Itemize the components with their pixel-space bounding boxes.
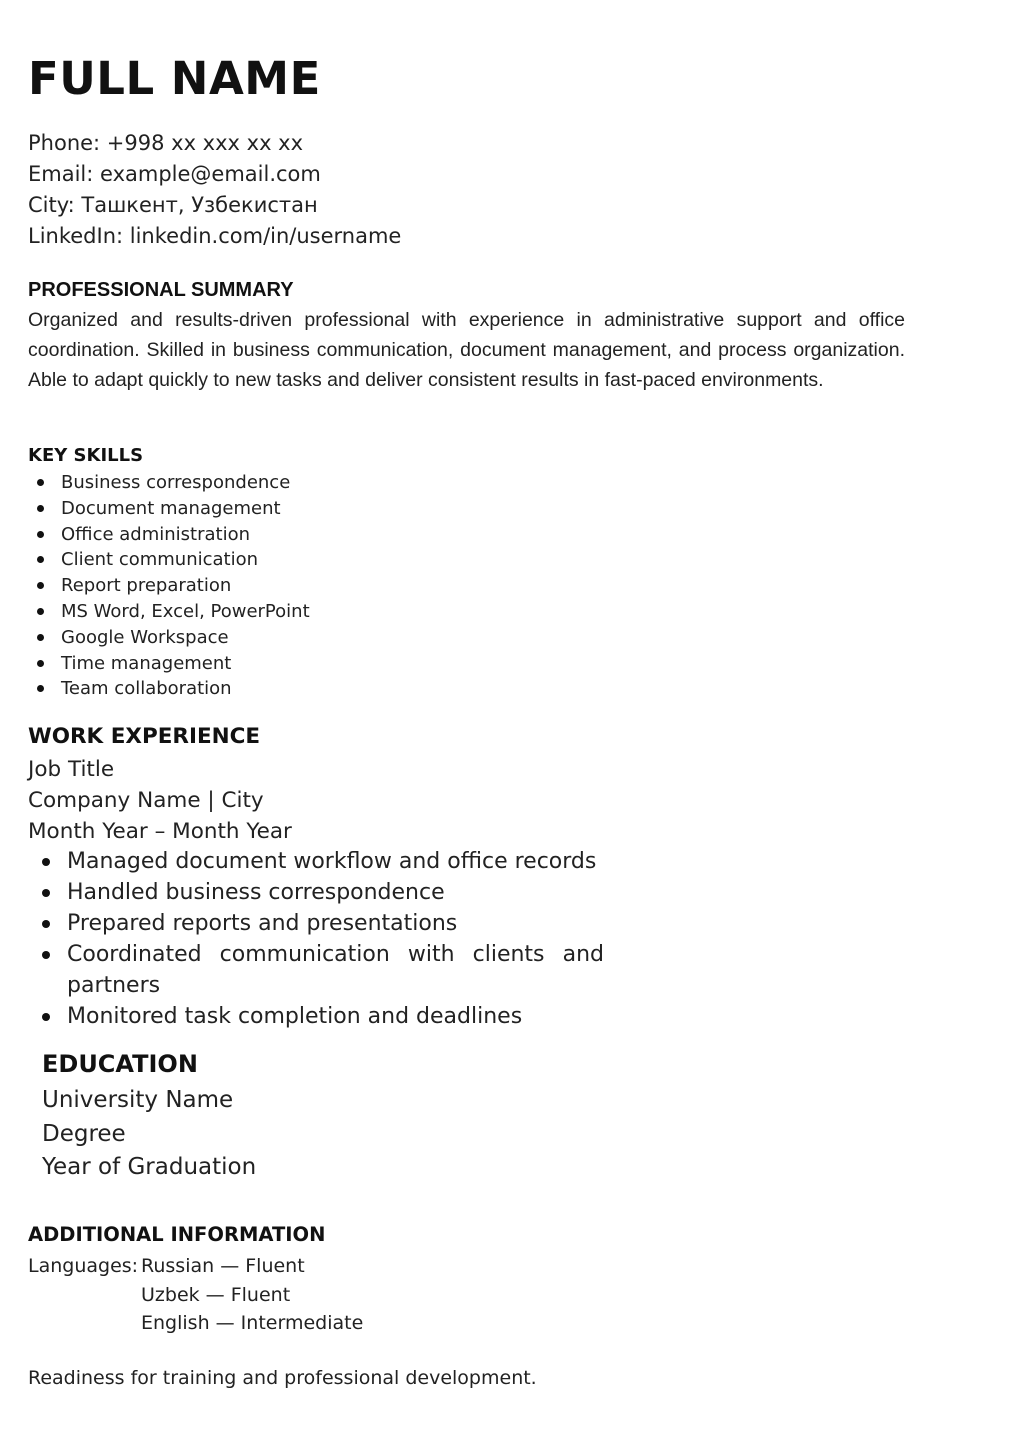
list-item: MS Word, Excel, PowerPoint bbox=[28, 599, 310, 625]
list-item: Prepared reports and presentations bbox=[28, 908, 604, 939]
list-item: Handled business correspondence bbox=[28, 877, 604, 908]
duties-list bbox=[28, 846, 604, 1032]
job-title: Job Title bbox=[28, 757, 115, 782]
closing-statement: Readiness for training and professional development. bbox=[28, 1367, 537, 1389]
summary-text: Organized and results-driven professional with experience in administrative support and office coordination. Skilled in business communication, document management, and process organization. Able to adapt quickly to new tasks and deliver consistent results in fast-paced environments. bbox=[28, 309, 905, 391]
experience-heading: WORK EXPERIENCE bbox=[28, 724, 261, 749]
contact-email: Email: example@email.com bbox=[28, 162, 321, 186]
skills-heading: KEY SKILLS bbox=[28, 445, 144, 466]
company-name: Company Name | City bbox=[28, 788, 264, 813]
additional-heading: ADDITIONAL INFORMATION bbox=[28, 1223, 326, 1246]
list-item: Monitored task completion and deadlines bbox=[28, 1001, 604, 1032]
contact-linkedin: LinkedIn: linkedin.com/in/username bbox=[28, 224, 402, 248]
contact-block bbox=[28, 128, 401, 252]
job-info bbox=[28, 754, 292, 847]
list-item: Managed document workflow and office records bbox=[28, 846, 604, 877]
education-heading: EDUCATION bbox=[42, 1050, 198, 1078]
job-dates: Month Year – Month Year bbox=[28, 819, 292, 844]
list-item: Coordinated communication with clients and partners bbox=[28, 939, 604, 1001]
list-item: Time management bbox=[28, 651, 310, 677]
education-info bbox=[42, 1084, 256, 1185]
full-name: FULL NAME bbox=[28, 52, 321, 105]
language-item: Russian — Fluent bbox=[141, 1255, 305, 1277]
summary-heading: PROFESSIONAL SUMMARY bbox=[28, 279, 294, 301]
languages-block bbox=[28, 1252, 364, 1338]
contact-phone: Phone: +998 xx xxx xx xx bbox=[28, 131, 304, 155]
language-item: English — Intermediate bbox=[141, 1312, 364, 1334]
languages-label: Languages: bbox=[28, 1255, 139, 1277]
list-item: Team collaboration bbox=[28, 676, 310, 702]
list-item: Document management bbox=[28, 496, 310, 522]
list-item: Office administration bbox=[28, 522, 310, 548]
list-item: Google Workspace bbox=[28, 625, 310, 651]
contact-city: City: Ташкент, Узбекистан bbox=[28, 193, 318, 217]
degree: Degree bbox=[42, 1120, 126, 1147]
skills-list bbox=[28, 470, 310, 702]
list-item: Business correspondence bbox=[28, 470, 310, 496]
list-item: Report preparation bbox=[28, 573, 310, 599]
graduation-year: Year of Graduation bbox=[42, 1154, 257, 1180]
list-item: Client communication bbox=[28, 547, 310, 573]
university-name: University Name bbox=[42, 1087, 234, 1113]
language-item: Uzbek — Fluent bbox=[141, 1283, 291, 1306]
